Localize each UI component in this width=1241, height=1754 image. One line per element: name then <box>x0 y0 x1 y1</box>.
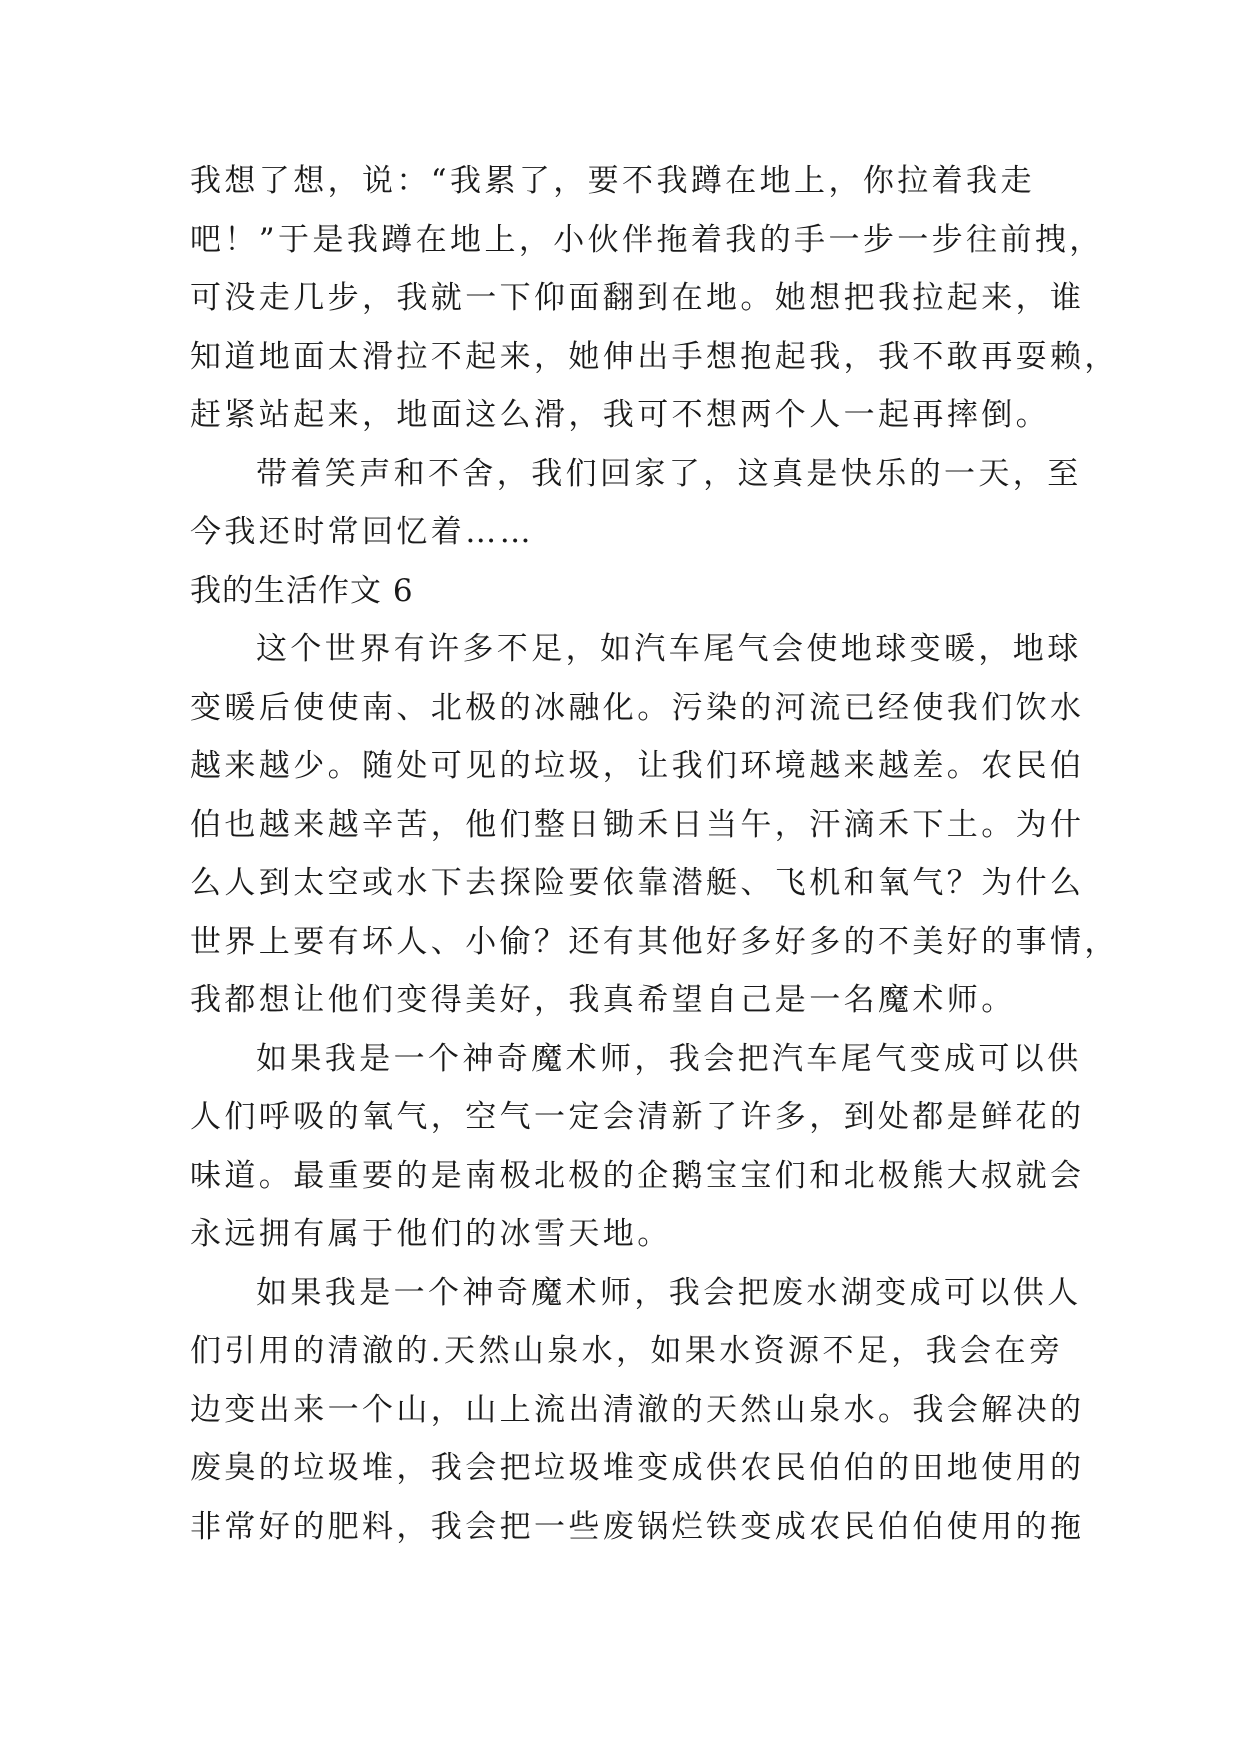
text-line: 我想了想，说：“我累了，要不我蹲在地上，你拉着我走 <box>190 163 1035 199</box>
text-line: 边变出来一个山，山上流出清澈的天然山泉水。我会解决的 <box>190 1391 1085 1428</box>
paragraph-start-line: 如果我是一个神奇魔术师，我会把废水湖变成可以供人 <box>256 1274 1082 1311</box>
text-line: 味道。最重要的是南极北极的企鹅宝宝们和北极熊大叔就会 <box>190 1157 1085 1194</box>
text-line: 我都想让他们变得美好，我真希望自己是一名魔术师。 <box>190 982 1016 1018</box>
text-line: 人们呼吸的氧气，空气一定会清新了许多，到处都是鲜花的 <box>190 1099 1085 1135</box>
text-line: 今我还时常回忆着…… <box>190 514 534 550</box>
paragraph-start-line: 如果我是一个神奇魔术师，我会把汽车尾气变成可以供 <box>256 1040 1082 1077</box>
text-line: 废臭的垃圾堆，我会把垃圾堆变成供农民伯伯的田地使用的 <box>190 1450 1085 1486</box>
paragraph-start-line: 带着笑声和不舍，我们回家了，这真是快乐的一天，至 <box>256 455 1082 492</box>
text-line: 们引用的清澈的.天然山泉水，如果水资源不足，我会在旁 <box>190 1333 1064 1369</box>
text-line: 可没走几步，我就一下仰面翻到在地。她想把我拉起来，谁 <box>190 280 1085 316</box>
paragraph-start-line: 这个世界有许多不足，如汽车尾气会使地球变暖，地球 <box>256 631 1082 667</box>
text-line: 赶紧站起来，地面这么滑，我可不想两个人一起再摔倒。 <box>190 397 1050 433</box>
text-line: 非常好的肥料，我会把一些废锅烂铁变成农民伯伯使用的拖 <box>190 1508 1085 1545</box>
text-line: 伯也越来越辛苦，他们整日锄禾日当午，汗滴禾下土。为什 <box>190 806 1085 843</box>
document-body <box>190 152 1119 1556</box>
text-line: 永远拥有属于他们的冰雪天地。 <box>190 1216 672 1252</box>
text-line: 越来越少。随处可见的垃圾，让我们环境越来越差。农民伯 <box>190 748 1085 784</box>
text-line: 世界上要有坏人、小偷？还有其他好多好多的不美好的事情， <box>190 923 1119 960</box>
text-line: 变暖后使使南、北极的冰融化。污染的河流已经使我们饮水 <box>190 689 1085 726</box>
text-line: 知道地面太滑拉不起来，她伸出手想抱起我，我不敢再耍赖， <box>190 338 1119 375</box>
section-heading: 我的生活作文 6 <box>190 572 414 609</box>
text-line: 吧！”于是我蹲在地上，小伙伴拖着我的手一步一步往前拽， <box>190 221 1104 258</box>
text-line: 么人到太空或水下去探险要依靠潜艇、飞机和氧气？为什么 <box>190 865 1085 901</box>
